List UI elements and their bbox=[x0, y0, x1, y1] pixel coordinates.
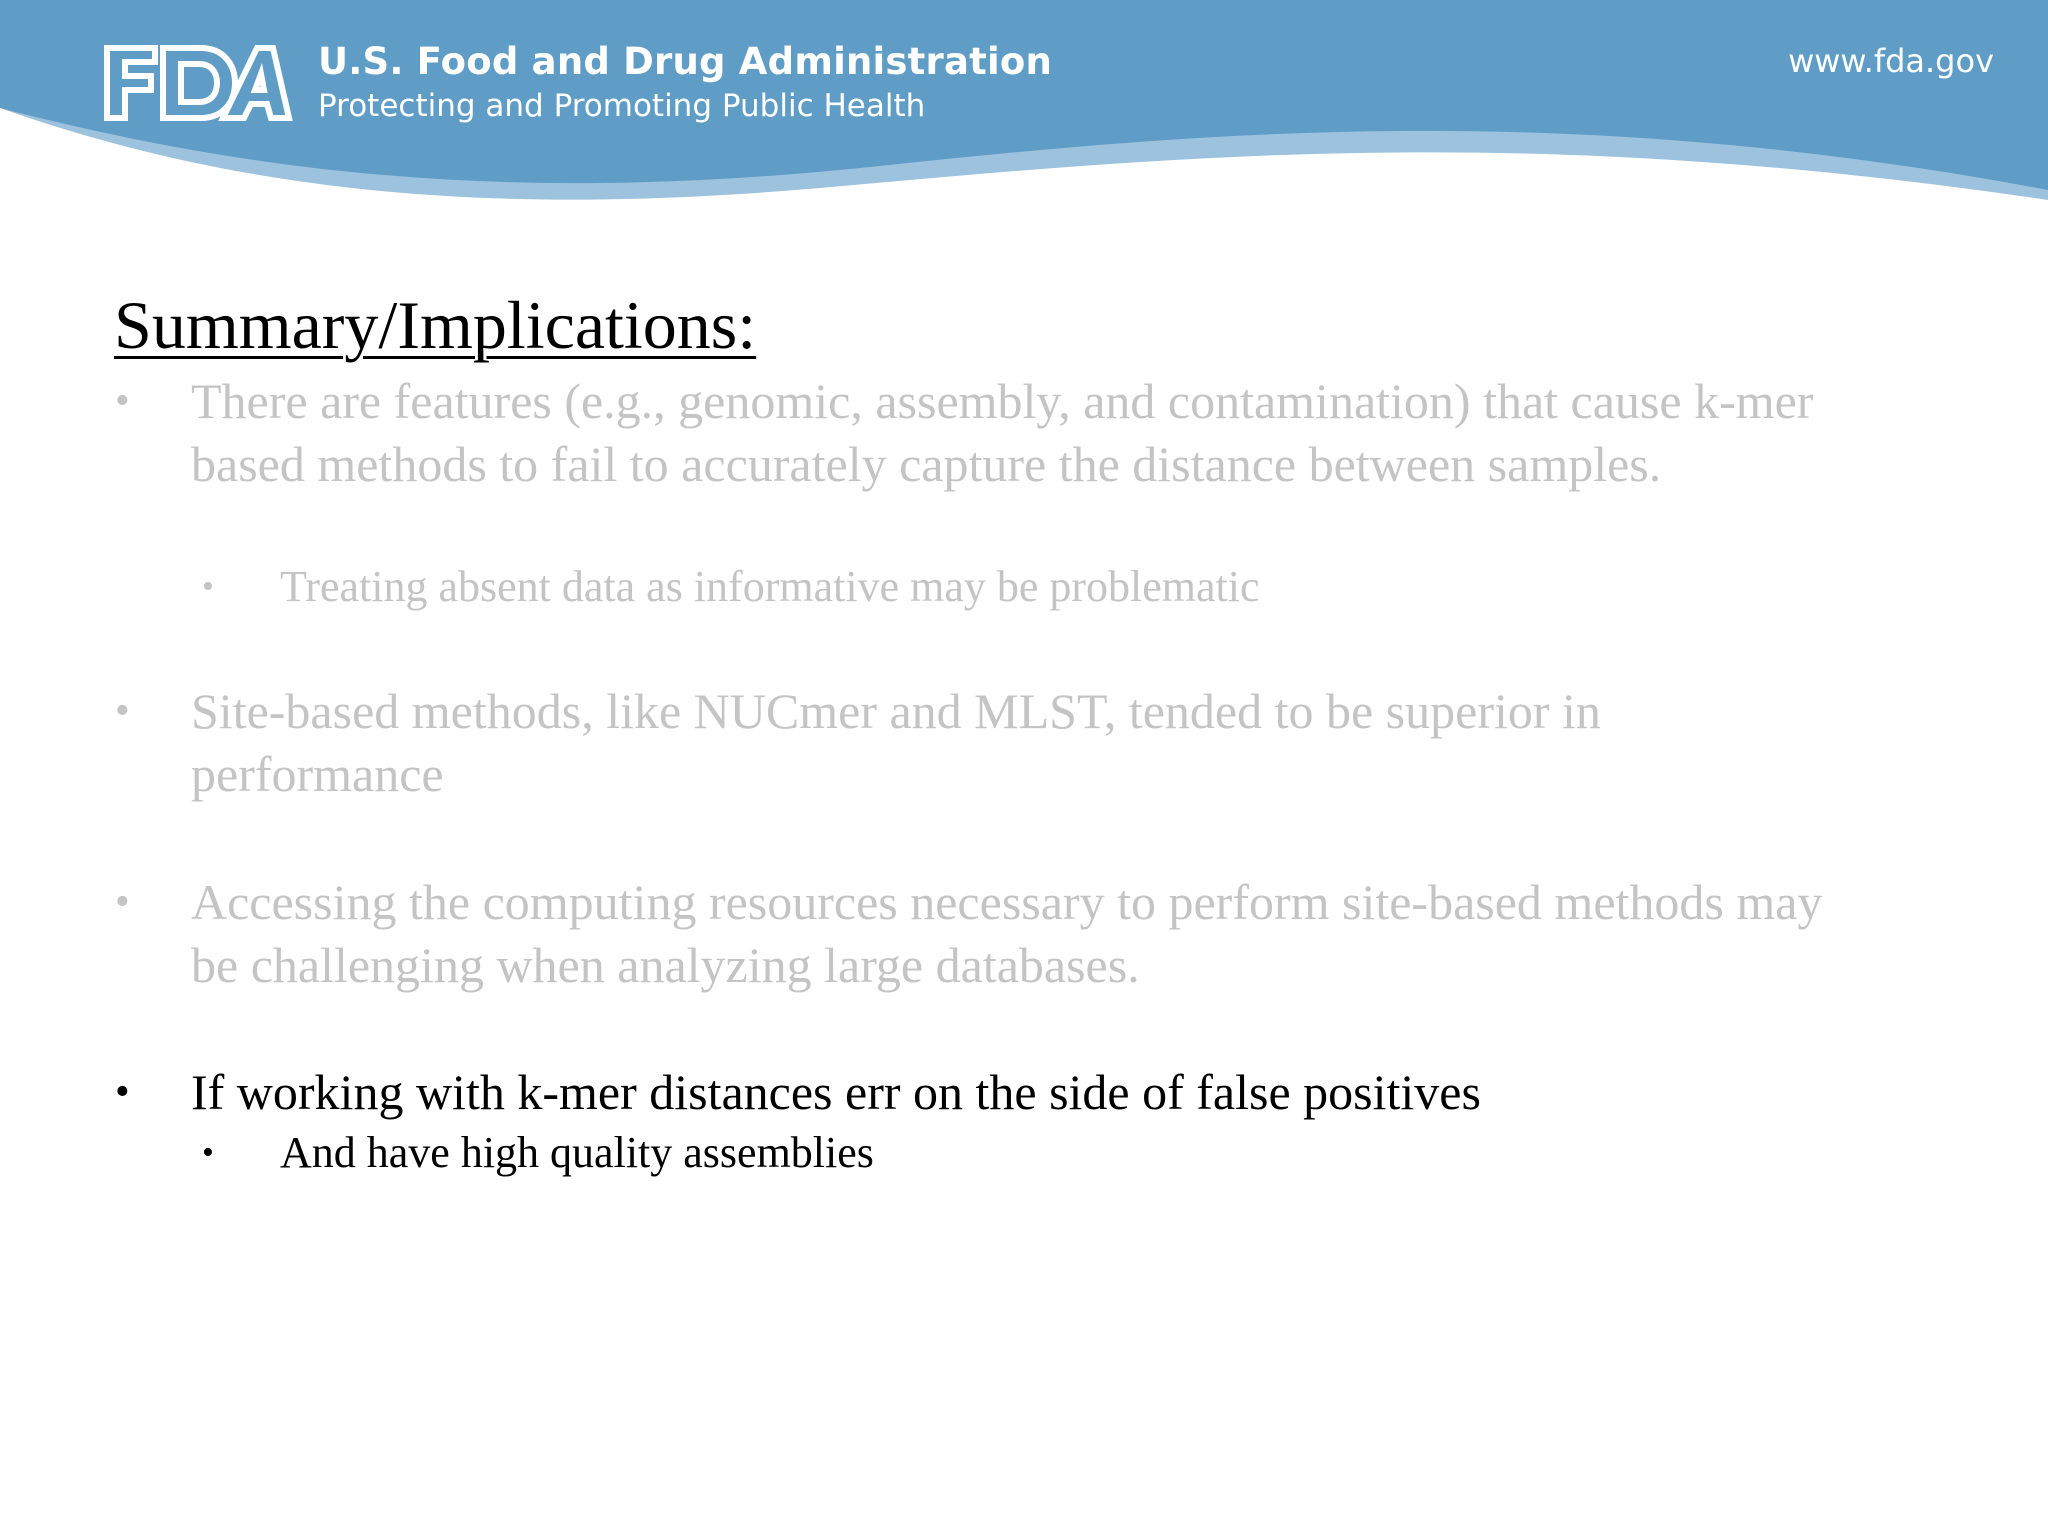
bullet-text: If working with k-mer distances err on the side of false positives bbox=[191, 1064, 1481, 1120]
bullet-text: Accessing the computing resources necessary to perform site-based methods may be challenging when analyzing large databases. bbox=[191, 874, 1823, 993]
bullet-dot: • bbox=[202, 1134, 214, 1171]
bullet-dot: • bbox=[115, 378, 130, 424]
fda-logo bbox=[103, 44, 293, 122]
bullet-dot: • bbox=[115, 1069, 130, 1115]
header-banner bbox=[0, 0, 2048, 240]
bullet-dot: • bbox=[202, 568, 214, 605]
sub-bullet-item bbox=[202, 1125, 1780, 1181]
bullet-item bbox=[115, 680, 1851, 806]
sub-bullet-text: Treating absent data as informative may be problematic bbox=[280, 562, 1260, 611]
bullet-item bbox=[115, 1061, 1851, 1124]
agency-tagline: Protecting and Promoting Public Health bbox=[318, 88, 926, 124]
bullet-dot: • bbox=[115, 688, 130, 734]
slide-title: Summary/Implications: bbox=[114, 287, 757, 363]
bullet-item bbox=[115, 370, 1851, 496]
website-link[interactable]: www.fda.gov bbox=[1788, 42, 1994, 80]
bullet-item bbox=[115, 871, 1851, 997]
bullet-text: There are features (e.g., genomic, assembly, and contamination) that cause k-mer based methods to fail to accurately capture the distance between samples. bbox=[191, 373, 1814, 492]
agency-name: U.S. Food and Drug Administration bbox=[318, 40, 1053, 83]
sub-bullet-text: And have high quality assemblies bbox=[280, 1128, 874, 1177]
bullet-dot: • bbox=[115, 879, 130, 925]
bullet-text: Site-based methods, like NUCmer and MLST, tended to be superior in performance bbox=[191, 683, 1601, 802]
sub-bullet-item bbox=[202, 559, 1780, 615]
